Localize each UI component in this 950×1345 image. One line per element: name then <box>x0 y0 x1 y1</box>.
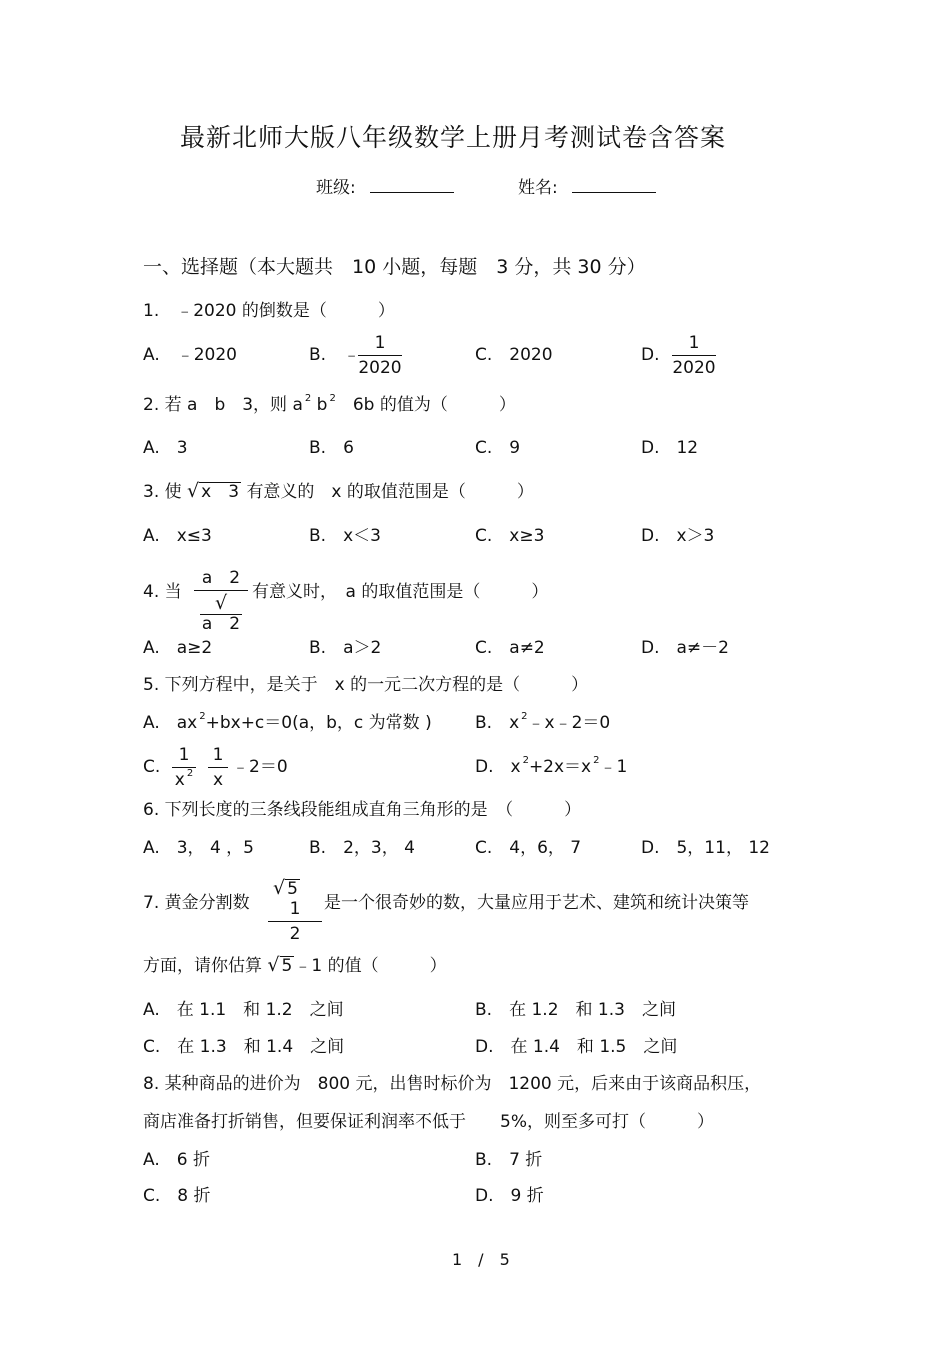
exponent: 2 <box>593 755 600 766</box>
denominator-base: x <box>174 770 185 790</box>
q7-line2-part: 方面，请你估算 <box>143 956 262 976</box>
fraction-denominator: x <box>212 770 224 790</box>
q8-option-d: D. 9 折 <box>475 1186 544 1206</box>
q5-option-b <box>475 713 610 736</box>
numerator-rest: 1 <box>289 879 317 919</box>
q8-option-a: A. 6 折 <box>143 1150 210 1170</box>
name-label: 姓名: <box>518 178 558 198</box>
q3-option-d: D. x＞3 <box>641 526 715 546</box>
fraction-numerator <box>268 878 322 919</box>
q8-stem-line2: 商店准备打折销售，但要保证利润率不低于 5%，则至多可打（ ） <box>143 1112 714 1132</box>
q2-option-d: D. 12 <box>641 438 699 458</box>
q4-stem-pre: 4. 当 <box>143 582 182 602</box>
page-title: 最新北师大版八年级数学上册月考测试卷含答案 <box>179 123 726 152</box>
q4-fraction <box>194 568 248 634</box>
q7-line2-part: ﹣1 的值（ ） <box>294 956 447 976</box>
q7-option-c: C. 在 1.3 和 1.4 之间 <box>143 1037 345 1057</box>
q1-option-a: A. ﹣2020 <box>143 345 237 365</box>
q2-stem <box>143 395 516 418</box>
q2-option-c: C. 9 <box>475 438 521 458</box>
q5-option-b-part: ﹣x﹣2＝0 <box>527 713 611 733</box>
exponent: 2 <box>522 755 529 766</box>
q1-option-d-fraction <box>672 333 716 378</box>
q6-stem: 6. 下列长度的三条线段能组成直角三角形的是 （ ） <box>143 800 582 820</box>
page-number: 1 / 5 <box>452 1250 510 1269</box>
q2-option-a: A. 3 <box>143 438 188 458</box>
exponent: 2 <box>521 711 528 722</box>
radical-sign: √ <box>187 480 200 502</box>
q4-option-c: C. a≠2 <box>475 638 545 658</box>
q3-stem-part: 3. 使 <box>143 482 182 502</box>
q5-option-d-part: ﹣1 <box>599 757 628 777</box>
q3-option-a: A. x≤3 <box>143 526 212 546</box>
fraction-denominator: 2020 <box>672 358 716 378</box>
q5-option-b-part: B. x <box>475 713 520 733</box>
q2-option-b: B. 6 <box>309 438 354 458</box>
radicand: 5 <box>287 879 298 899</box>
class-blank <box>370 176 454 193</box>
radical-sign: √ <box>273 877 286 899</box>
q3-option-c: C. x≥3 <box>475 526 545 546</box>
q7-option-d: D. 在 1.4 和 1.5 之间 <box>475 1037 678 1057</box>
exponent: 2 <box>329 393 336 404</box>
q1-option-c: C. 2020 <box>475 345 553 365</box>
radical-sign: √ <box>267 954 280 976</box>
fraction-numerator: 1 <box>178 745 190 765</box>
fraction-bar <box>672 355 716 356</box>
q5-option-c-prefix: C. <box>143 757 161 777</box>
q5-option-d <box>475 757 627 780</box>
q4-option-d: D. a≠－2 <box>641 638 729 658</box>
q8-option-c: C. 8 折 <box>143 1186 211 1206</box>
q2-stem-part: 6b 的值为（ ） <box>335 395 516 415</box>
radicand: x 3 <box>201 482 240 502</box>
fraction-denominator <box>172 770 196 793</box>
exponent: 2 <box>199 711 206 722</box>
q7-option-b: B. 在 1.2 和 1.3 之间 <box>475 1000 676 1020</box>
q5-option-c-fraction-1 <box>172 745 196 793</box>
q2-stem-part: b <box>311 395 328 415</box>
q5-stem: 5. 下列方程中，是关于 x 的一元二次方程的是（ ） <box>143 675 589 695</box>
fraction-numerator: a 2 <box>201 568 241 588</box>
q7-stem-post: 是一个很奇妙的数，大量应用于艺术、建筑和统计决策等 <box>324 893 749 913</box>
fraction-numerator: 1 <box>688 333 700 353</box>
q7-stem-pre: 7. 黄金分割数 <box>143 893 250 913</box>
q3-stem <box>143 481 534 502</box>
radicand: 5 <box>281 956 293 976</box>
q7-line2 <box>143 955 447 976</box>
exponent: 2 <box>186 768 194 779</box>
name-blank <box>572 176 656 193</box>
q6-option-a: A. 3， 4 ，5 <box>143 838 254 858</box>
q1-stem: 1. ﹣2020 的倒数是（ ） <box>143 301 395 321</box>
q2-stem-part: 2. 若 a b 3，则 a <box>143 395 303 415</box>
q5-option-c-post: ﹣2＝0 <box>232 757 288 777</box>
section-heading: 一、选择题（本大题共 10 小题，每题 3 分，共 30 分） <box>143 256 646 278</box>
name-field <box>518 176 656 198</box>
q6-option-c: C. 4，6， 7 <box>475 838 582 858</box>
q6-option-b: B. 2，3， 4 <box>309 838 415 858</box>
q4-stem-post: 有意义时， a 的取值范围是（ ） <box>252 582 549 602</box>
q7-option-a: A. 在 1.1 和 1.2 之间 <box>143 1000 344 1020</box>
q3-option-b: B. x＜3 <box>309 526 381 546</box>
fraction-bar <box>268 921 322 922</box>
q4-option-a: A. a≥2 <box>143 638 213 658</box>
q7-fraction <box>268 878 322 944</box>
q6-option-d: D. 5，11， 12 <box>641 838 770 858</box>
q4-option-b: B. a＞2 <box>309 638 382 658</box>
q8-stem-line1: 8. 某种商品的进价为 800 元，出售时标价为 1200 元，后来由于该商品积压， <box>143 1074 762 1094</box>
q5-option-d-part: +2x＝x <box>528 757 592 777</box>
fraction-numerator: 1 <box>212 745 224 765</box>
radical-sign: √ <box>214 592 228 614</box>
q1-option-b-prefix: B. ﹣ <box>309 345 361 365</box>
q1-option-d-prefix: D. <box>641 345 660 365</box>
class-label: 班级: <box>316 178 356 198</box>
q5-option-d-part: D. x <box>475 757 521 777</box>
q5-option-a <box>143 713 432 736</box>
q5-option-a-part: +bx+c＝0(a，b，c 为常数 ) <box>205 713 432 733</box>
radicand: a 2 <box>201 614 241 634</box>
fraction-numerator: 1 <box>374 333 386 353</box>
exponent: 2 <box>304 393 312 404</box>
q5-option-a-part: A. ax <box>143 713 198 733</box>
fraction-denominator <box>194 593 248 634</box>
class-field <box>316 176 454 198</box>
q3-stem-part: 有意义的 x 的取值范围是（ ） <box>246 482 534 502</box>
fraction-denominator: 2020 <box>358 358 402 378</box>
fraction-denominator: 2 <box>289 924 301 944</box>
q1-option-b-fraction <box>358 333 402 378</box>
fraction-bar <box>194 590 248 591</box>
fraction-bar <box>358 355 402 356</box>
q8-option-b: B. 7 折 <box>475 1150 543 1170</box>
fraction-bar <box>208 767 228 768</box>
q5-option-c-fraction-2 <box>208 745 228 790</box>
